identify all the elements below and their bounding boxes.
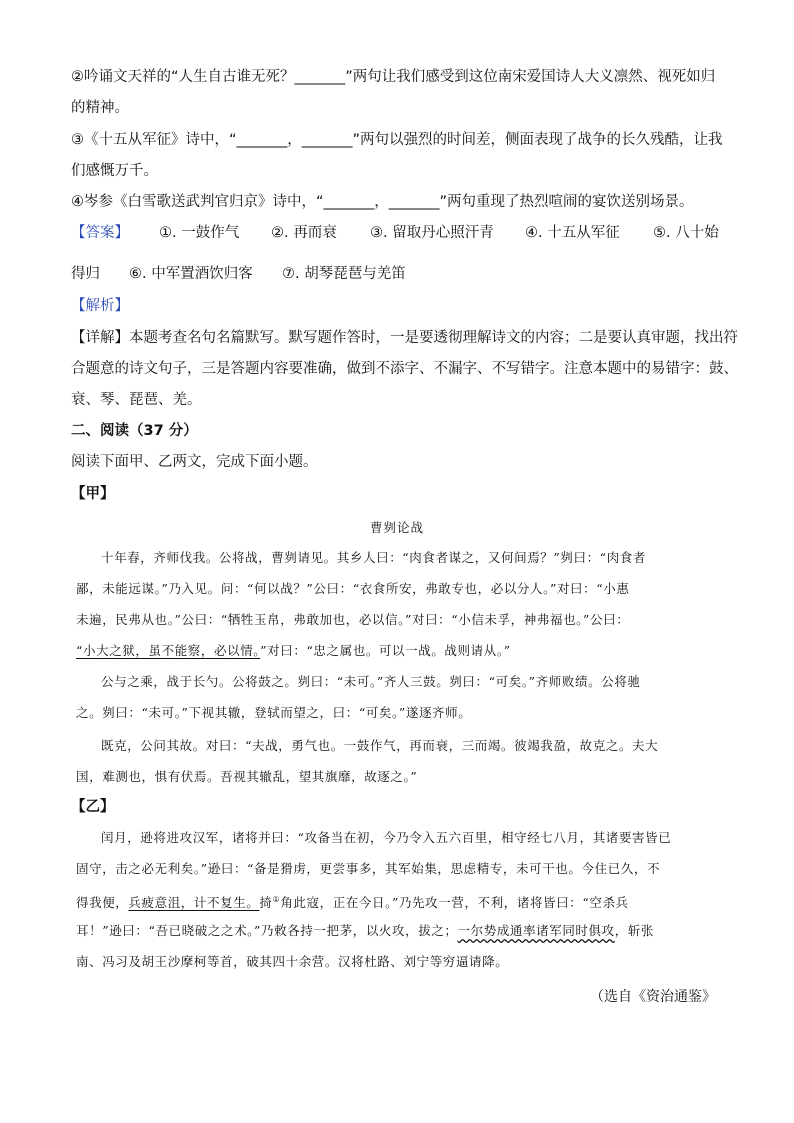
- yi-line-4-a: 耳！”逊曰：“吾已晓破之之术。”乃敕各持一把茅，以火攻，拔之；: [76, 923, 458, 938]
- answer-label: 【答案】: [71, 225, 129, 241]
- yi-line-4: [76, 921, 654, 941]
- yi-line-3-c: 角此寇，正在今日。”乃先攻一营，不利，诸将皆曰：“空杀兵: [280, 895, 629, 911]
- jia-p1-line-4: [76, 641, 511, 661]
- yi-line-1: 闰月，逊将进攻汉军，诸将并曰：“攻备当在初，今乃令入五六百里，相守经七八月，其诸要害皆已: [101, 830, 672, 845]
- yi-line-4-b: ，斩张: [614, 923, 655, 938]
- jia-title: 曹刿论战: [369, 520, 424, 535]
- question-2-line-2: 的精神。: [71, 100, 129, 116]
- yi-line-5: 南、冯习及胡王沙摩柯等首，破其四十余营。汉将杜路、刘宁等穷逼请降。: [76, 954, 509, 969]
- answer-item-2: ②. 再而衰: [271, 225, 337, 241]
- answer-item-3: ③. 留取丹心照汗青: [370, 225, 494, 241]
- section-heading: 二、阅读（37 分）: [71, 423, 198, 439]
- question-4-line-1: ④岑参《白雪歌送武判官归京》诗中，“_______，_______”两句重现了热烈喧闹的宴饮送别场景。: [71, 194, 694, 210]
- jia-p1-line-4-rest: ”对曰：“忠之属也。可以一战。战则请从。”: [260, 643, 511, 658]
- question-2-line-1: ②吟诵文天祥的“人生自古谁无死？_______”两句让我们感受到这位南宋爱国诗人大义凛然、视死如归: [71, 69, 716, 85]
- yi-line-3: [76, 890, 629, 913]
- jia-p2-line-1: 公与之乘，战于长勺。公将鼓之。刿曰：“未可。”齐人三鼓。刿曰：“可矣。”齐师败绩。公将驰: [101, 674, 641, 689]
- yi-label: 【乙】: [71, 799, 115, 815]
- jia-p1-line-2: 鄙，未能远谋。”乃入见。问：“何以战？”公曰：“衣食所安，弗敢专也，必以分人。”对曰：“小惠: [76, 581, 630, 596]
- answer-item-4: ④. 十五从军征: [525, 225, 620, 241]
- yi-line-2: 固守，击之必无利矣。”逊曰：“备是猾虏，更尝事多，其军始集，思虑精专，未可干也。今住已久，不: [76, 861, 661, 876]
- jia-p2-line-2: 之。刿曰：“未可。”下视其辙，登轼而望之，曰：“可矣。”遂逐齐师。: [76, 705, 472, 720]
- yi-line-3-b: 掎: [259, 895, 273, 911]
- yi-underlined-sentence: 兵疲意沮，计不复生。: [128, 895, 260, 911]
- jia-p3-line-1: 既克，公问其故。对曰：“夫战，勇气也。一鼓作气，再而衰，三而竭。彼竭我盈，故克之。夫大: [101, 738, 659, 753]
- section-instruction: 阅读下面甲、乙两文，完成下面小题。: [71, 454, 318, 470]
- analysis-detail-line-1: 【详解】本题考查名句名篇默写。默写题作答时，一是要透彻理解诗文的内容；二是要认真审题，找出符: [71, 330, 738, 346]
- jia-p3-line-2: 国，难测也，惧有伏焉。吾视其辙乱，望其旗靡，故逐之。”: [76, 769, 418, 784]
- answer-item-5-cont: 得归: [71, 266, 100, 282]
- analysis-detail-line-3: 衰、琴、琵琶、羌。: [71, 392, 202, 408]
- analysis-label: 【解析】: [71, 298, 129, 314]
- yi-wavy-underlined-sentence: 一尔势成通率诸军同时俱攻: [457, 923, 615, 938]
- answer-item-6: ⑥. 中军置酒饮归客: [129, 266, 253, 282]
- analysis-detail-line-2: 合题意的诗文句子，三是答题内容要准确，做到不添字、不漏字、不写错字。注意本题中的易错字：鼓、: [71, 361, 738, 377]
- answer-item-7: ⑦. 胡琴琵琶与羌笛: [282, 266, 406, 282]
- question-3-line-1: ③《十五从军征》诗中，“_______，_______”两句以强烈的时间差，侧面表现了战争的长久残酷，让我: [71, 132, 723, 148]
- jia-p1-line-1: 十年春，齐师伐我。公将战，曹刿请见。其乡人曰：“肉食者谋之，又何间焉？”刿曰：“肉食者: [101, 550, 646, 565]
- answer-item-1: ①. 一鼓作气: [159, 225, 240, 241]
- jia-p1-line-3: 未遍，民弗从也。”公曰：“牺牲玉帛，弗敢加也，必以信。”对曰：“小信未孚，神弗福也。”公曰：: [76, 612, 630, 627]
- footnote-marker: ①: [272, 895, 281, 904]
- question-3-line-2: 们感慨万千。: [71, 163, 158, 179]
- yi-line-3-a: 得我便，: [76, 895, 129, 911]
- source-citation: （选自《资治通鉴》: [590, 989, 716, 1005]
- answer-item-5: ⑤. 八十始: [653, 225, 719, 241]
- jia-underlined-quote: “小大之狱，虽不能察，必以情。: [76, 643, 261, 658]
- jia-label: 【甲】: [71, 486, 115, 502]
